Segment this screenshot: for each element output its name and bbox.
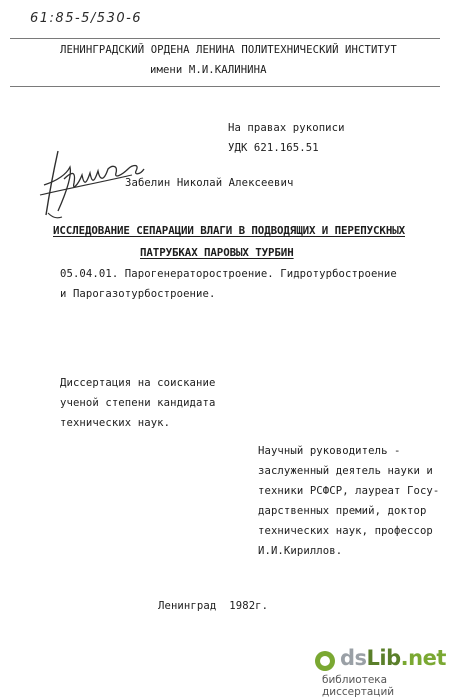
dissertation-note-line-3: технических наук.	[60, 417, 171, 429]
top-rule	[10, 38, 440, 39]
place-year: Ленинград 1982г.	[158, 600, 269, 612]
dissertation-note-line-2: ученой степени кандидата	[60, 397, 216, 409]
dissertation-note-line-1: Диссертация на соискание	[60, 377, 216, 389]
supervisor-line-5: технических наук, профессор	[258, 525, 433, 537]
supervisor-line-3: техники РСФСР, лауреат Госу-	[258, 485, 440, 497]
dslib-logo-icon	[314, 650, 336, 672]
institute-name: ЛЕНИНГРАДСКИЙ ОРДЕНА ЛЕНИНА ПОЛИТЕХНИЧЕСКИЙ ИНСТИТУТ	[60, 44, 397, 56]
manuscript-rights: На правах рукописи	[228, 122, 345, 134]
supervisor-line-6: И.И.Кириллов.	[258, 545, 343, 557]
institute-subtitle: имени М.И.КАЛИНИНА	[150, 64, 267, 76]
dslib-watermark[interactable]	[312, 644, 450, 698]
supervisor-line-1: Научный руководитель -	[258, 445, 401, 457]
supervisor-line-2: заслуженный деятель науки и	[258, 465, 433, 477]
logo-ds: ds	[340, 646, 367, 670]
logo-net: .net	[400, 646, 446, 670]
logo-lib: Lib	[366, 646, 401, 670]
dissertation-title-line-1: ИССЛЕДОВАНИЕ СЕПАРАЦИИ ВЛАГИ В ПОДВОДЯЩИХ И ПЕРЕПУСКНЫХ	[53, 224, 406, 237]
specialty-line-1: 05.04.01. Парогенераторостроение. Гидротурбостроение	[60, 268, 397, 280]
bottom-rule	[10, 86, 440, 87]
supervisor-line-4: дарственных премий, доктор	[258, 505, 427, 517]
dissertation-title-line-2: ПАТРУБКАХ ПАРОВЫХ ТУРБИН	[140, 246, 294, 259]
handwritten-stamp: 61:85-5/530-6	[30, 11, 143, 26]
udc-code: УДК 621.165.51	[228, 142, 319, 154]
logo-subtitle: библиотека диссертаций	[322, 674, 395, 698]
specialty-line-2: и Парогазотурбостроение.	[60, 288, 216, 300]
author-name: Забелин Николай Алексеевич	[125, 177, 294, 189]
dslib-logo-text	[340, 646, 446, 670]
